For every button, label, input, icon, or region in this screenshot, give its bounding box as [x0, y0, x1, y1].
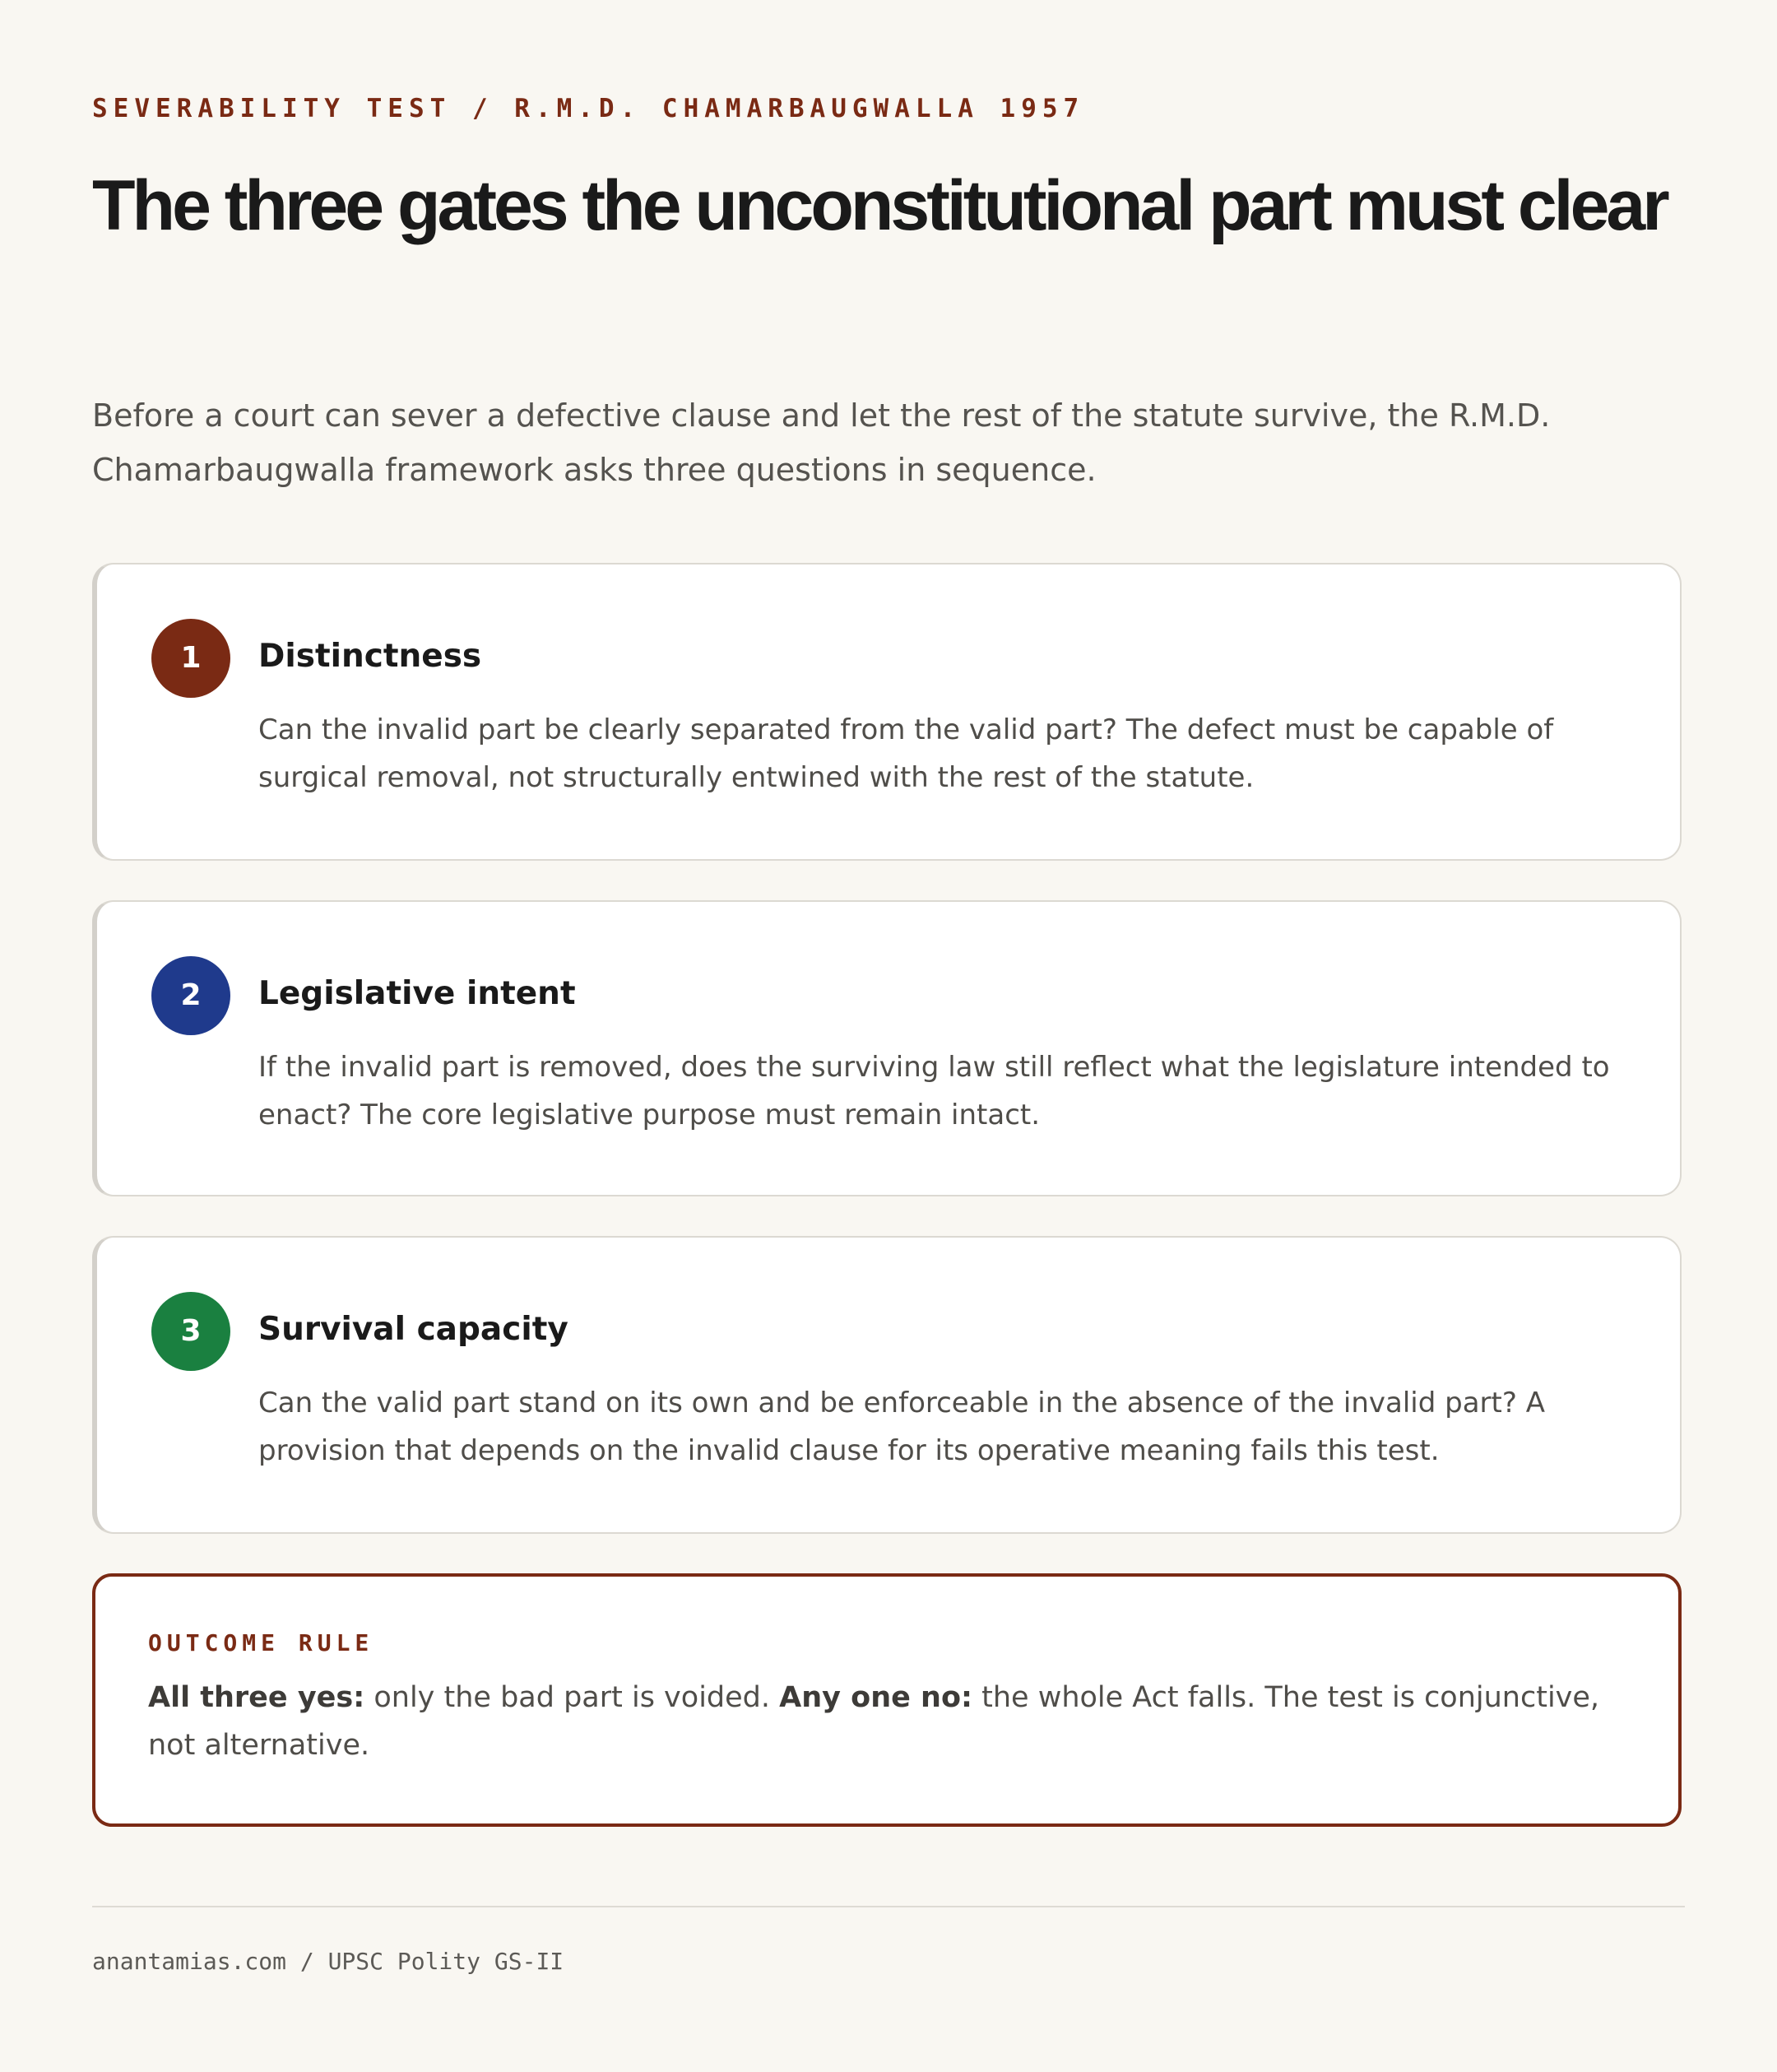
- gate-card-survival-capacity: [92, 1236, 1682, 1534]
- outcome-label: OUTCOME RULE: [148, 1629, 374, 1656]
- outcome-yes-text: only the bad part is voided.: [364, 1681, 780, 1714]
- outcome-no-text: the whole Act falls. The test is conjunctive, not alternative.: [148, 1681, 1600, 1762]
- step-number-badge: 2: [151, 956, 230, 1035]
- gate-description: If the invalid part is removed, does the surviving law still reflect what the legislature intended to enact? The core legislative purpose must remain intact.: [258, 1051, 1610, 1131]
- outcome-yes-label: All three yes:: [148, 1681, 365, 1714]
- outcome-text: [148, 1674, 1629, 1769]
- gate-card-distinctness: [92, 563, 1682, 861]
- footer-divider: [92, 1906, 1685, 1907]
- step-number-badge: 1: [151, 619, 230, 698]
- gate-description: Can the invalid part be clearly separated from the valid part? The defect must be capable of surgical removal, not structurally entwined with the rest of the statute.: [258, 713, 1554, 794]
- outcome-no-label: Any one no:: [779, 1681, 972, 1714]
- step-number-badge: 3: [151, 1292, 230, 1371]
- outcome-rule-box: [92, 1573, 1682, 1827]
- eyebrow-label: SEVERABILITY TEST / R.M.D. CHAMARBAUGWALLA 1957: [92, 94, 1085, 123]
- gate-description: Can the valid part stand on its own and be enforceable in the absence of the invalid part? A provision that depends on the invalid clause for its operative meaning fails this test.: [258, 1387, 1545, 1467]
- gate-title: Legislative intent: [258, 975, 576, 1012]
- footer-source: anantamias.com / UPSC Polity GS-II: [92, 1948, 564, 1975]
- page-title: The three gates the unconstitutional part must clear: [92, 166, 1667, 245]
- gate-card-legislative-intent: [92, 900, 1682, 1196]
- gate-title: Survival capacity: [258, 1311, 568, 1348]
- gate-title: Distinctness: [258, 638, 482, 675]
- intro-paragraph: Before a court can sever a defective clause and let the rest of the statute survive, the R.M.D. Chamarbaugwalla framework asks three questions in sequence.: [92, 397, 1551, 488]
